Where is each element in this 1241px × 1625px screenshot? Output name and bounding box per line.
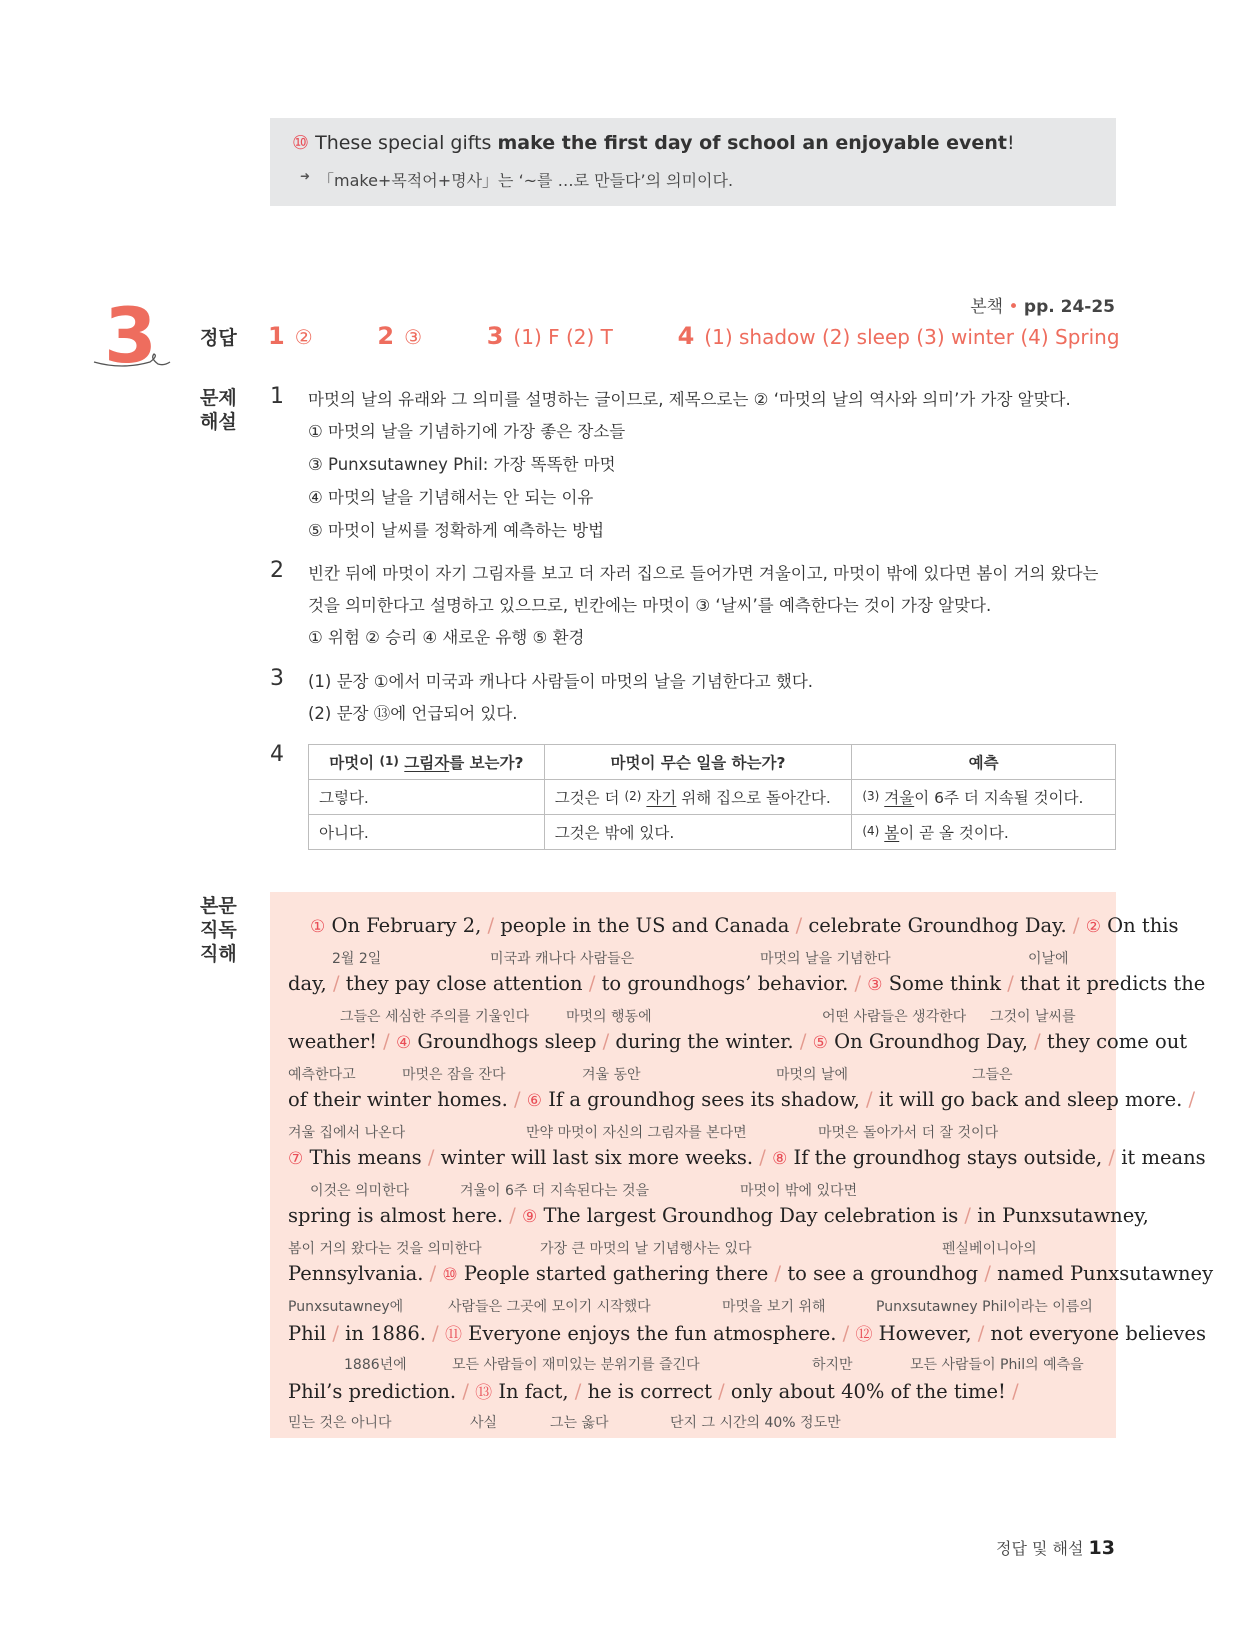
translation: Punxsutawney Phil이라는 이름의: [876, 1299, 1093, 1315]
translation: 사람들은 그곳에 모이기 시작했다: [448, 1299, 651, 1315]
table-header-row: [309, 745, 1116, 780]
reading-line: Phil / in 1886. / ⑪ Everyone enjoys the fun atmosphere. / ⑫ However, / not everyone believes: [288, 1322, 1206, 1345]
table-cell: $^{(4)}$ 봄이 곧 올 것이다.: [852, 815, 1116, 850]
section-number: 3: [104, 291, 157, 380]
page-footer: 정답 및 해설 13: [996, 1537, 1115, 1559]
note-sentence: ⑩ These special gifts make the first day of school an enjoyable event!: [292, 132, 1015, 154]
translation: 그것이 날씨를: [990, 1009, 1076, 1025]
q1-explanation: 마멋의 날의 유래와 그 의미를 설명하는 글이므로, 제목으로는 ② ‘마멋의 날의 역사와 의미’가 가장 알맞다.: [308, 390, 1071, 409]
page-number: 13: [1088, 1537, 1115, 1559]
explanation-label: 문제 해설: [200, 387, 237, 433]
translation: 모든 사람들이 재미있는 분위기를 즐긴다: [452, 1357, 700, 1373]
answer-table: [308, 744, 1116, 850]
table-cell: 그것은 더 $^{(2)}$ 자기 위해 집으로 돌아간다.: [544, 780, 852, 815]
reading-line: day, / they pay close attention / to groundhogs’ behavior. / ③ Some think / that it predicts the: [288, 972, 1206, 995]
q2-options: ① 위험 ② 승리 ④ 새로운 유행 ⑤ 환경: [308, 628, 585, 647]
reading-label: 본문 직독 직해: [200, 895, 237, 965]
translation: 마멋을 보기 위해: [722, 1299, 826, 1315]
translation: 겨울 동안: [582, 1067, 641, 1083]
translation: 이것은 의미한다: [310, 1183, 410, 1199]
translation: 가장 큰 마멋의 날 기념행사는 있다: [540, 1241, 752, 1257]
translation: 마멋의 날에: [776, 1067, 849, 1083]
translation: 봄이 거의 왔다는 것을 의미한다: [288, 1241, 482, 1257]
translation: Punxsutawney에: [288, 1299, 404, 1315]
translation: 마멋이 밖에 있다면: [740, 1183, 858, 1199]
answer-row: 1 ② 2 ③ 3 (1) F (2) T 4 (1) shadow (2) sleep (3) winter (4) Spring: [268, 322, 1120, 350]
reading-line: Phil’s prediction. / ⑬ In fact, / he is correct / only about 40% of the time! /: [288, 1380, 1019, 1403]
translation: 2월 2일: [332, 951, 382, 967]
table-cell: 아니다.: [309, 815, 545, 850]
q1-option: ① 마멋의 날을 기념하기에 가장 좋은 장소들: [308, 422, 626, 441]
reading-line: of their winter homes. / ⑥ If a groundhog sees its shadow, / it will go back and sleep more. /: [288, 1088, 1196, 1111]
translation: 믿는 것은 아니다: [288, 1415, 392, 1431]
translation: 그는 옳다: [550, 1415, 609, 1431]
table-header-cell: 마멋이 무슨 일을 하는가?: [544, 745, 852, 780]
translation: 사실: [470, 1415, 498, 1431]
question-number: 2: [270, 558, 284, 583]
translation: 마멋은 잠을 잔다: [402, 1067, 506, 1083]
table-cell: 그것은 밖에 있다.: [544, 815, 852, 850]
reading-line: spring is almost here. / ⑨ The largest Groundhog Day celebration is / in Punxsutawney,: [288, 1204, 1149, 1227]
reading-line: Pennsylvania. / ⑩ People started gathering there / to see a groundhog / named Punxsutawney: [288, 1262, 1214, 1285]
q1-option: ⑤ 마멋이 날씨를 정확하게 예측하는 방법: [308, 521, 605, 540]
translation: 마멋의 날을 기념한다: [760, 951, 891, 967]
translation: 하지만: [812, 1357, 853, 1373]
reading-line: weather! / ④ Groundhogs sleep / during the winter. / ⑤ On Groundhog Day, / they come out: [288, 1030, 1188, 1053]
table-cell: 그렇다.: [309, 780, 545, 815]
translation: 어떤 사람들은 생각한다: [822, 1009, 967, 1025]
translation: 1886년에: [344, 1357, 407, 1373]
translation: 만약 마멋이 자신의 그림자를 본다면: [526, 1125, 747, 1141]
page-reference: 본책 • pp. 24-25: [970, 297, 1115, 317]
swirl-decoration-icon: [92, 352, 172, 372]
translation: 그들은: [972, 1067, 1013, 1083]
q2-explanation: 빈칸 뒤에 마멋이 자기 그림자를 보고 더 자러 집으로 들어가면 겨울이고, 마멋이 밖에 있다면 봄이 거의 왔다는: [308, 564, 1099, 583]
question-number: 3: [270, 666, 284, 691]
translation: 이날에: [1028, 951, 1069, 967]
reading-line: ① On February 2, / people in the US and Canada / celebrate Groundhog Day. / ② On this: [310, 914, 1179, 937]
q1-option: ③ Punxsutawney Phil: 가장 똑똑한 마멋: [308, 455, 616, 474]
translation: 마멋은 돌아가서 더 잘 것이다: [818, 1125, 999, 1141]
table-row: [309, 815, 1116, 850]
table-header-cell: 예측: [852, 745, 1116, 780]
translation: 모든 사람들이 Phil의 예측을: [910, 1357, 1084, 1373]
translation: 미국과 캐나다 사람들은: [490, 951, 635, 967]
reading-translation-box: [270, 892, 1214, 1438]
q1-option: ④ 마멋의 날을 기념해서는 안 되는 이유: [308, 488, 594, 507]
translation: 예측한다고: [288, 1067, 356, 1083]
table-cell: $^{(3)}$ 겨울이 6주 더 지속될 것이다.: [852, 780, 1116, 815]
sentence-number: ⑩: [292, 132, 310, 154]
table-row: [309, 780, 1116, 815]
q3-explanation: (1) 문장 ①에서 미국과 캐나다 사람들이 마멋의 날을 기념한다고 했다.: [308, 672, 814, 691]
table-header-cell: 마멋이 $^{(1)}$ 그림자를 보는가?: [309, 745, 545, 780]
grammar-note-box: [270, 118, 1116, 206]
q2-explanation: 것을 의미한다고 설명하고 있으므로, 빈칸에는 마멋이 ③ ‘날씨’를 예측한다는 것이 가장 알맞다.: [308, 596, 992, 615]
translation: 겨울 집에서 나온다: [288, 1125, 406, 1141]
question-number: 1: [270, 384, 284, 409]
translation: 펜실베이니아의: [942, 1241, 1037, 1257]
translation: 그들은 세심한 주의를 기울인다: [340, 1009, 530, 1025]
translation: 겨울이 6주 더 지속된다는 것을: [460, 1183, 649, 1199]
q3-explanation: (2) 문장 ⑬에 언급되어 있다.: [308, 704, 518, 723]
question-number: 4: [270, 742, 284, 767]
answer-label: 정답: [200, 327, 237, 349]
arrow-icon: ➜: [300, 169, 311, 183]
translation: 마멋의 행동에: [566, 1009, 652, 1025]
reading-line: ⑦ This means / winter will last six more weeks. / ⑧ If the groundhog stays outside, / it means: [288, 1146, 1206, 1169]
translation: 단지 그 시간의 40% 정도만: [670, 1415, 841, 1431]
note-explanation: ➜ 「make+목적어+명사」는 ‘~를 …로 만들다’의 의미이다.: [300, 169, 734, 190]
